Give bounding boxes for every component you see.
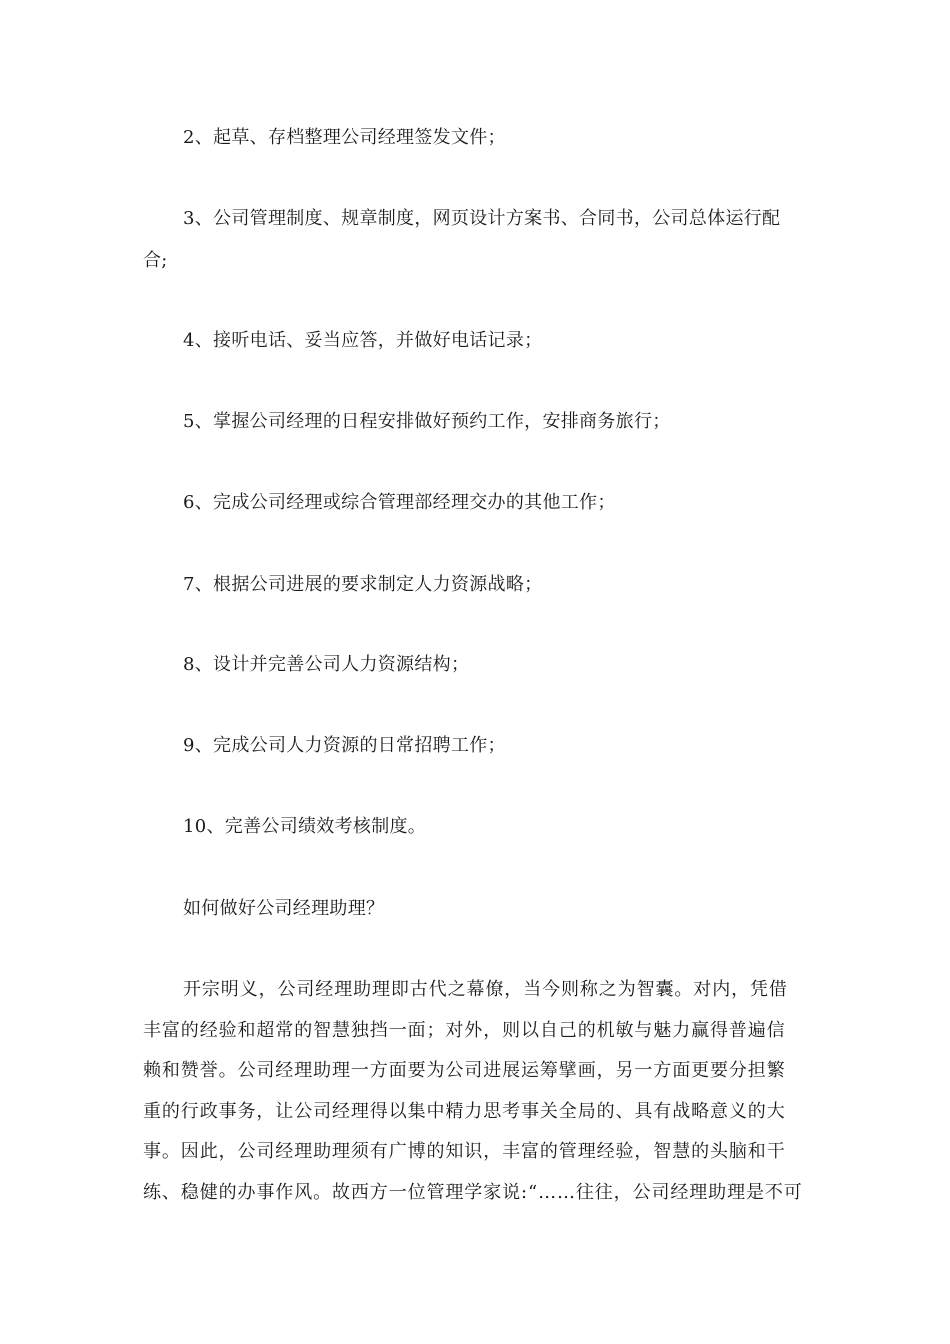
list-item: 4、接听电话、妥当应答，并做好电话记录； xyxy=(183,330,543,351)
list-item: 6、完成公司经理或综合管理部经理交办的其他工作； xyxy=(183,492,616,513)
list-item: 2、起草、存档整理公司经理签发文件； xyxy=(183,127,506,148)
paragraph-line: 丰富的经验和超常的智慧独挡一面；对外，则以自己的机敏与魅力赢得普遍信 xyxy=(143,1020,786,1041)
paragraph-line: 练、稳健的办事作风。故西方一位管理学家说:“……往往，公司经理助理是不可 xyxy=(143,1182,803,1203)
list-item: 10、完善公司绩效考核制度。 xyxy=(183,816,427,837)
list-item: 8、设计并完善公司人力资源结构； xyxy=(183,654,470,675)
list-item: 3、公司管理制度、规章制度，网页设计方案书、合同书，公司总体运行配 xyxy=(183,208,781,229)
paragraph-line: 重的行政事务，让公司经理得以集中精力思考事关全局的、具有战略意义的大 xyxy=(143,1101,786,1122)
list-item: 5、掌握公司经理的日程安排做好预约工作，安排商务旅行； xyxy=(183,411,671,432)
paragraph-line: 赖和赞誉。公司经理助理一方面要为公司进展运筹擘画，另一方面更要分担繁 xyxy=(143,1060,786,1081)
list-item-continuation: 合; xyxy=(143,250,168,271)
list-item: 9、完成公司人力资源的日常招聘工作； xyxy=(183,735,506,756)
paragraph-line: 事。因此，公司经理助理须有广博的知识，丰富的管理经验，智慧的头脑和干 xyxy=(143,1141,786,1162)
paragraph-line: 开宗明义，公司经理助理即古代之幕僚，当今则称之为智囊。对内，凭借 xyxy=(183,979,788,1000)
section-heading: 如何做好公司经理助理？ xyxy=(183,898,385,919)
list-item: 7、根据公司进展的要求制定人力资源战略； xyxy=(183,574,543,595)
